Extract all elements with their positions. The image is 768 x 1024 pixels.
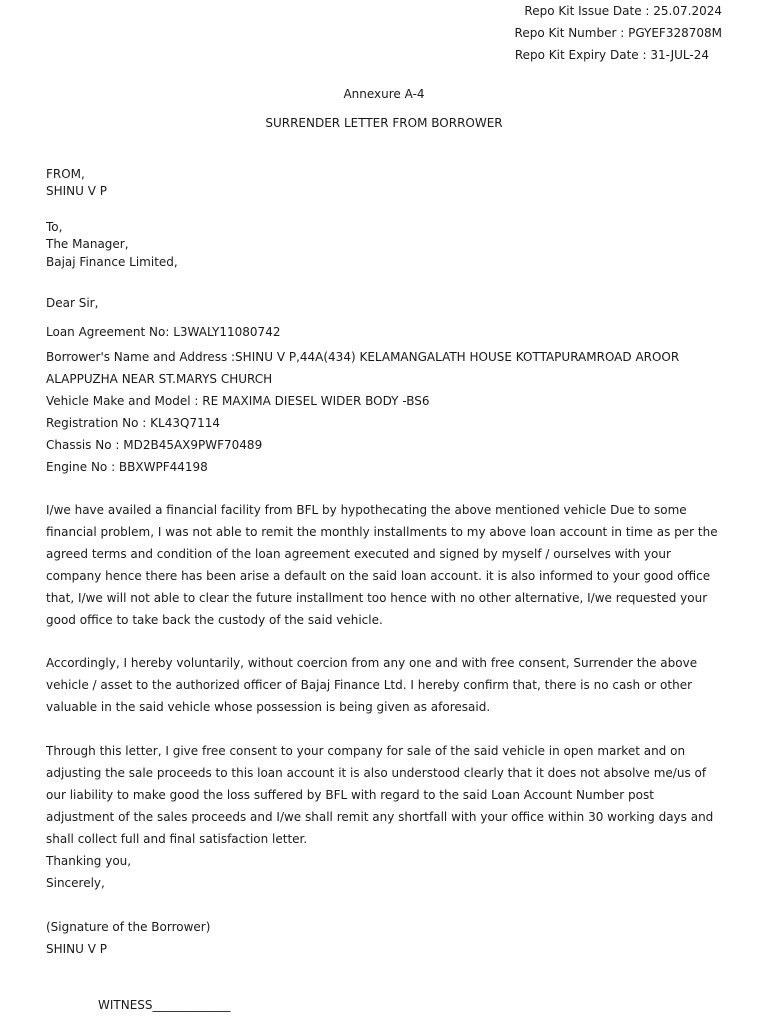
registration-number: Registration No : KL43Q7114	[46, 416, 220, 430]
engine-number: Engine No : BBXWPF44198	[46, 460, 208, 474]
witness-line: WITNESS_____________	[98, 998, 231, 1012]
body-paragraph-2: Accordingly, I hereby voluntarily, without coercion from any one and with free consent, Surrender the above vehicle / asset to the authorized officer of Bajaj Finance Ltd. I hereby confirm that, there is no cash or other valuable in the said vehicle whose possession is being given as aforesaid.	[46, 656, 698, 714]
to-label: To,	[46, 220, 63, 234]
repo-kit-expiry-date: Repo Kit Expiry Date : 31-JUL-24	[514, 48, 709, 62]
borrower-address-line-1: Borrower's Name and Address :SHINU V P,44A(434) KELAMANGALATH HOUSE KOTTAPURAMROAD AROOR	[46, 350, 680, 364]
repo-kit-number: Repo Kit Number : PGYEF328708M	[514, 26, 722, 40]
closing-thanks: Thanking you,	[46, 854, 132, 868]
salutation: Dear Sir,	[46, 296, 99, 310]
body-paragraph-3: Through this letter, I give free consent to your company for sale of the said vehicle in open market and on adjusting the sale proceeds to this loan account it is also understood clearly that it does not absolve me/us of our liability to make good the loss suffered by BFL with regard to the said Loan Account Number post adjustment of the sales proceeds and I/we shall remit any shortfall with your office within 30 working days and shall collect full and final satisfaction letter.	[46, 744, 714, 846]
closing-sincerely: Sincerely,	[46, 876, 105, 890]
borrower-address-line-2: ALAPPUZHA NEAR ST.MARYS CHURCH	[46, 372, 273, 386]
to-line-1: The Manager,	[46, 237, 129, 251]
document-title: SURRENDER LETTER FROM BORROWER	[265, 116, 503, 130]
vehicle-make-model: Vehicle Make and Model : RE MAXIMA DIESEL WIDER BODY -BS6	[46, 394, 430, 408]
from-name: SHINU V P	[46, 184, 108, 198]
repo-kit-issue-date: Repo Kit Issue Date : 25.07.2024	[524, 4, 722, 18]
body-paragraph-1: I/we have availed a financial facility from BFL by hypothecating the above mentioned vehicle Due to some financial problem, I was not able to remit the monthly installments to my above loan account in time as per the agreed terms and condition of the loan agreement executed and signed by myself / ourselves with your company hence there has been arise a default on the said loan account. it is also informed to your good office that, I/we will not able to clear the future installment too hence with no other alternative, I/we requested your good office to take back the custody of the said vehicle.	[46, 503, 718, 627]
annexure-label: Annexure A-4	[343, 87, 425, 101]
signature-label: (Signature of the Borrower)	[46, 920, 211, 934]
borrower-name: SHINU V P	[46, 942, 108, 956]
loan-agreement-number: Loan Agreement No: L3WALY11080742	[46, 325, 281, 339]
chassis-number: Chassis No : MD2B45AX9PWF70489	[46, 438, 263, 452]
to-line-2: Bajaj Finance Limited,	[46, 255, 178, 269]
from-label: FROM,	[46, 167, 85, 181]
